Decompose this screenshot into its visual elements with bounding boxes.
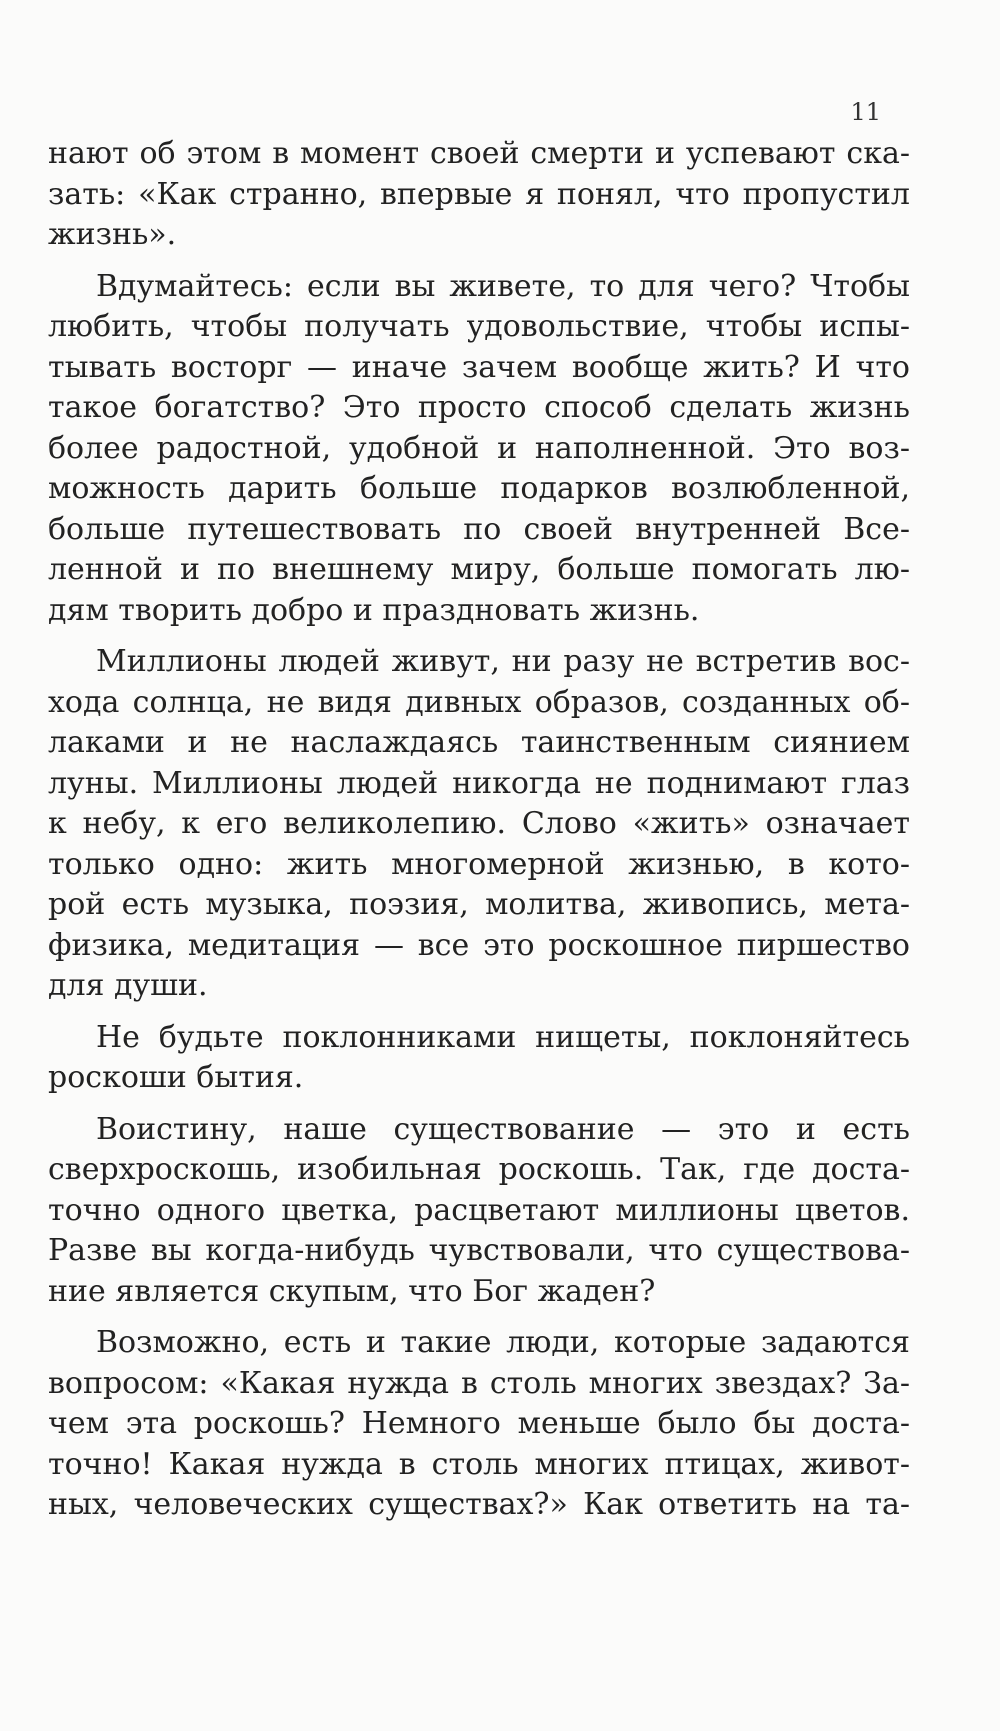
text-line: роскоши бытия. xyxy=(48,1060,304,1095)
paragraph-gap xyxy=(48,631,910,642)
text-line: можность дарить больше подарков возлюбленной, xyxy=(48,471,910,506)
paragraph xyxy=(48,1323,910,1526)
paragraph xyxy=(48,1110,910,1313)
text-line: чем эта роскошь? Немного меньше было бы доста- xyxy=(48,1406,910,1441)
text-line: для души. xyxy=(48,968,208,1003)
paragraph-gap xyxy=(48,1312,910,1323)
text-line: нают об этом в момент своей смерти и успевают ска- xyxy=(48,136,910,171)
text-line: более радостной, удобной и наполненной. Это воз- xyxy=(48,430,910,466)
text-line: зать: «Как странно, впервые я понял, что пропустил xyxy=(48,176,910,212)
text-line: Разве вы когда-нибудь чувствовали, что существова- xyxy=(48,1233,910,1268)
text-line: Вдумайтесь: если вы живете, то для чего? Чтобы xyxy=(96,268,910,304)
paragraph xyxy=(48,1018,910,1099)
paragraph-gap xyxy=(48,1099,910,1110)
text-line: больше путешествовать по своей внутренней Все- xyxy=(48,511,910,547)
text-line: к небу, к его великолепию. Слово «жить» означает xyxy=(48,806,910,841)
text-line: Не будьте поклонниками нищеты, поклоняйтесь xyxy=(96,1019,910,1055)
paragraph xyxy=(48,267,910,632)
body-text xyxy=(48,134,910,1526)
paragraph xyxy=(48,642,910,1007)
text-line: хода солнца, не видя дивных образов, созданных об- xyxy=(48,684,910,720)
text-line: физика, медитация — все это роскошное пиршество xyxy=(48,927,910,963)
text-line: Воистину, наше существование — это и есть xyxy=(96,1111,910,1147)
text-line: вопросом: «Какая нужда в столь многих звездах? За- xyxy=(48,1365,910,1401)
text-line: дям творить добро и праздновать жизнь. xyxy=(48,592,700,628)
text-line: луны. Миллионы людей никогда не поднимают глаз xyxy=(48,765,910,801)
text-line: точно! Какая нужда в столь многих птицах, живот- xyxy=(48,1446,910,1482)
page-number: 11 xyxy=(850,98,881,126)
text-line: такое богатство? Это просто способ сделать жизнь xyxy=(48,390,910,425)
text-line: сверхроскошь, изобильная роскошь. Так, где доста- xyxy=(48,1152,910,1187)
paragraph xyxy=(48,134,910,256)
text-line: Возможно, есть и такие люди, которые задаются xyxy=(96,1325,910,1360)
paragraph-gap xyxy=(48,1007,910,1018)
text-line: лаками и не наслаждаясь таинственным сиянием xyxy=(48,725,910,760)
paragraph-gap xyxy=(48,256,910,267)
text-line: ных, человеческих существах?» Как ответить на та- xyxy=(48,1487,910,1522)
text-line: любить, чтобы получать удовольствие, чтобы испы- xyxy=(48,309,910,344)
text-line: ние является скупым, что Бог жаден? xyxy=(48,1273,656,1309)
text-line: рой есть музыка, поэзия, молитва, живопись, мета- xyxy=(48,887,910,922)
text-line: точно одного цветка, расцветают миллионы цветов. xyxy=(48,1192,910,1228)
text-line: только одно: жить многомерной жизнью, в кото- xyxy=(48,846,910,882)
text-line: тывать восторг — иначе зачем вообще жить? И что xyxy=(48,349,910,385)
text-line: ленной и по внешнему миру, больше помогать лю- xyxy=(48,552,910,587)
text-line: Миллионы людей живут, ни разу не встретив вос- xyxy=(96,644,910,679)
text-line: жизнь». xyxy=(48,217,177,252)
